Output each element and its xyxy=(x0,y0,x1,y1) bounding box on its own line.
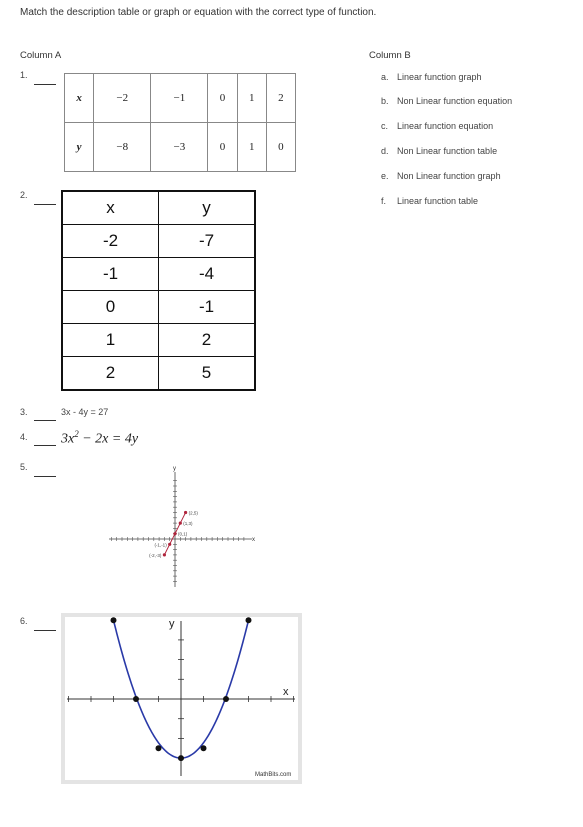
question-4-equation xyxy=(61,429,138,448)
data-point xyxy=(179,522,182,525)
table-row xyxy=(65,74,296,123)
table-cell: 1 xyxy=(62,323,159,356)
data-point xyxy=(111,617,117,623)
question-5-graph xyxy=(105,462,260,592)
table-row xyxy=(62,323,255,356)
point-label: (0,1) xyxy=(178,531,188,537)
equation-part: 3x xyxy=(61,431,75,447)
table-header-cell: x xyxy=(62,191,159,225)
point-label: (2,5) xyxy=(188,510,198,516)
table-cell: y xyxy=(65,123,94,172)
table-header-cell: y xyxy=(159,191,256,225)
point-label: (1,3) xyxy=(183,521,193,527)
option-letter: e. xyxy=(381,171,389,181)
equation-exponent: 2 xyxy=(74,429,79,439)
option-a xyxy=(381,72,482,82)
table-row xyxy=(62,258,255,291)
column-b-heading: Column B xyxy=(369,50,411,61)
data-point xyxy=(173,532,176,535)
point-label: (-2,-3) xyxy=(149,552,162,558)
answer-blank-6[interactable] xyxy=(34,630,56,631)
table-cell: 0 xyxy=(266,123,295,172)
table-cell: 5 xyxy=(159,356,256,390)
table-cell: 2 xyxy=(266,74,295,123)
option-e xyxy=(381,171,501,181)
option-letter: a. xyxy=(381,72,389,82)
table-cell: −1 xyxy=(151,74,208,123)
question-2-table xyxy=(61,190,256,391)
data-point xyxy=(246,617,252,623)
question-5-number: 5. xyxy=(20,462,28,472)
x-axis-label: x xyxy=(283,686,289,698)
question-6-number: 6. xyxy=(20,616,28,626)
table-cell: −2 xyxy=(94,74,151,123)
data-point xyxy=(201,745,207,751)
option-f xyxy=(381,196,478,206)
y-axis-label: y xyxy=(173,466,176,472)
table-cell: −8 xyxy=(94,123,151,172)
table-header-row xyxy=(62,191,255,225)
table-cell: 2 xyxy=(159,323,256,356)
data-point xyxy=(163,553,166,556)
question-3-equation: 3x - 4y = 27 xyxy=(61,407,109,417)
table-row xyxy=(62,356,255,390)
table-cell: -1 xyxy=(159,290,256,323)
data-point xyxy=(184,511,187,514)
table-cell: -7 xyxy=(159,225,256,258)
question-1-number: 1. xyxy=(20,70,28,80)
option-letter: f. xyxy=(381,196,387,206)
answer-blank-4[interactable] xyxy=(34,445,56,446)
answer-blank-3[interactable] xyxy=(34,420,56,421)
question-3-number: 3. xyxy=(20,407,28,417)
table-row xyxy=(62,290,255,323)
option-d xyxy=(381,146,497,156)
table-cell: 1 xyxy=(237,123,266,172)
data-point xyxy=(133,696,139,702)
watermark-text: MathBits.com xyxy=(255,772,292,778)
table-cell: 1 xyxy=(237,74,266,123)
table-cell: x xyxy=(65,74,94,123)
table-cell: -2 xyxy=(62,225,159,258)
option-text: Non Linear function graph xyxy=(397,171,501,181)
question-1-table xyxy=(64,73,296,172)
answer-blank-5[interactable] xyxy=(34,476,56,477)
data-point xyxy=(168,543,171,546)
graph-axes xyxy=(109,472,252,587)
table-row xyxy=(62,225,255,258)
option-b xyxy=(381,96,512,106)
option-letter: b. xyxy=(381,96,389,106)
option-text: Linear function table xyxy=(397,196,479,206)
question-2-number: 2. xyxy=(20,190,28,200)
table-cell: 0 xyxy=(208,74,237,123)
data-point xyxy=(156,745,162,751)
option-text: Linear function graph xyxy=(397,72,482,82)
data-point xyxy=(223,696,229,702)
option-letter: c. xyxy=(381,121,389,131)
table-cell: 0 xyxy=(208,123,237,172)
answer-blank-2[interactable] xyxy=(34,204,56,205)
column-a-heading: Column A xyxy=(20,50,62,61)
option-letter: d. xyxy=(381,146,389,156)
question-6-graph xyxy=(61,613,302,784)
option-text: Non Linear function table xyxy=(397,146,498,156)
y-axis-label: y xyxy=(169,618,175,630)
table-cell: −3 xyxy=(151,123,208,172)
question-4-number: 4. xyxy=(20,432,28,442)
instructions: Match the description table or graph or equation with the correct type of function. xyxy=(20,7,377,18)
option-text: Linear function equation xyxy=(397,121,494,131)
table-cell: 0 xyxy=(62,290,159,323)
option-c xyxy=(381,121,493,131)
equation-part: − 2x = 4y xyxy=(78,431,139,447)
x-axis-label: x xyxy=(252,537,255,543)
table-cell: 2 xyxy=(62,356,159,390)
point-label: (-1,-1) xyxy=(154,542,167,548)
table-cell: -1 xyxy=(62,258,159,291)
table-row xyxy=(65,123,296,172)
answer-blank-1[interactable] xyxy=(34,84,56,85)
data-point xyxy=(178,755,184,761)
table-cell: -4 xyxy=(159,258,256,291)
option-text: Non Linear function equation xyxy=(397,96,513,106)
